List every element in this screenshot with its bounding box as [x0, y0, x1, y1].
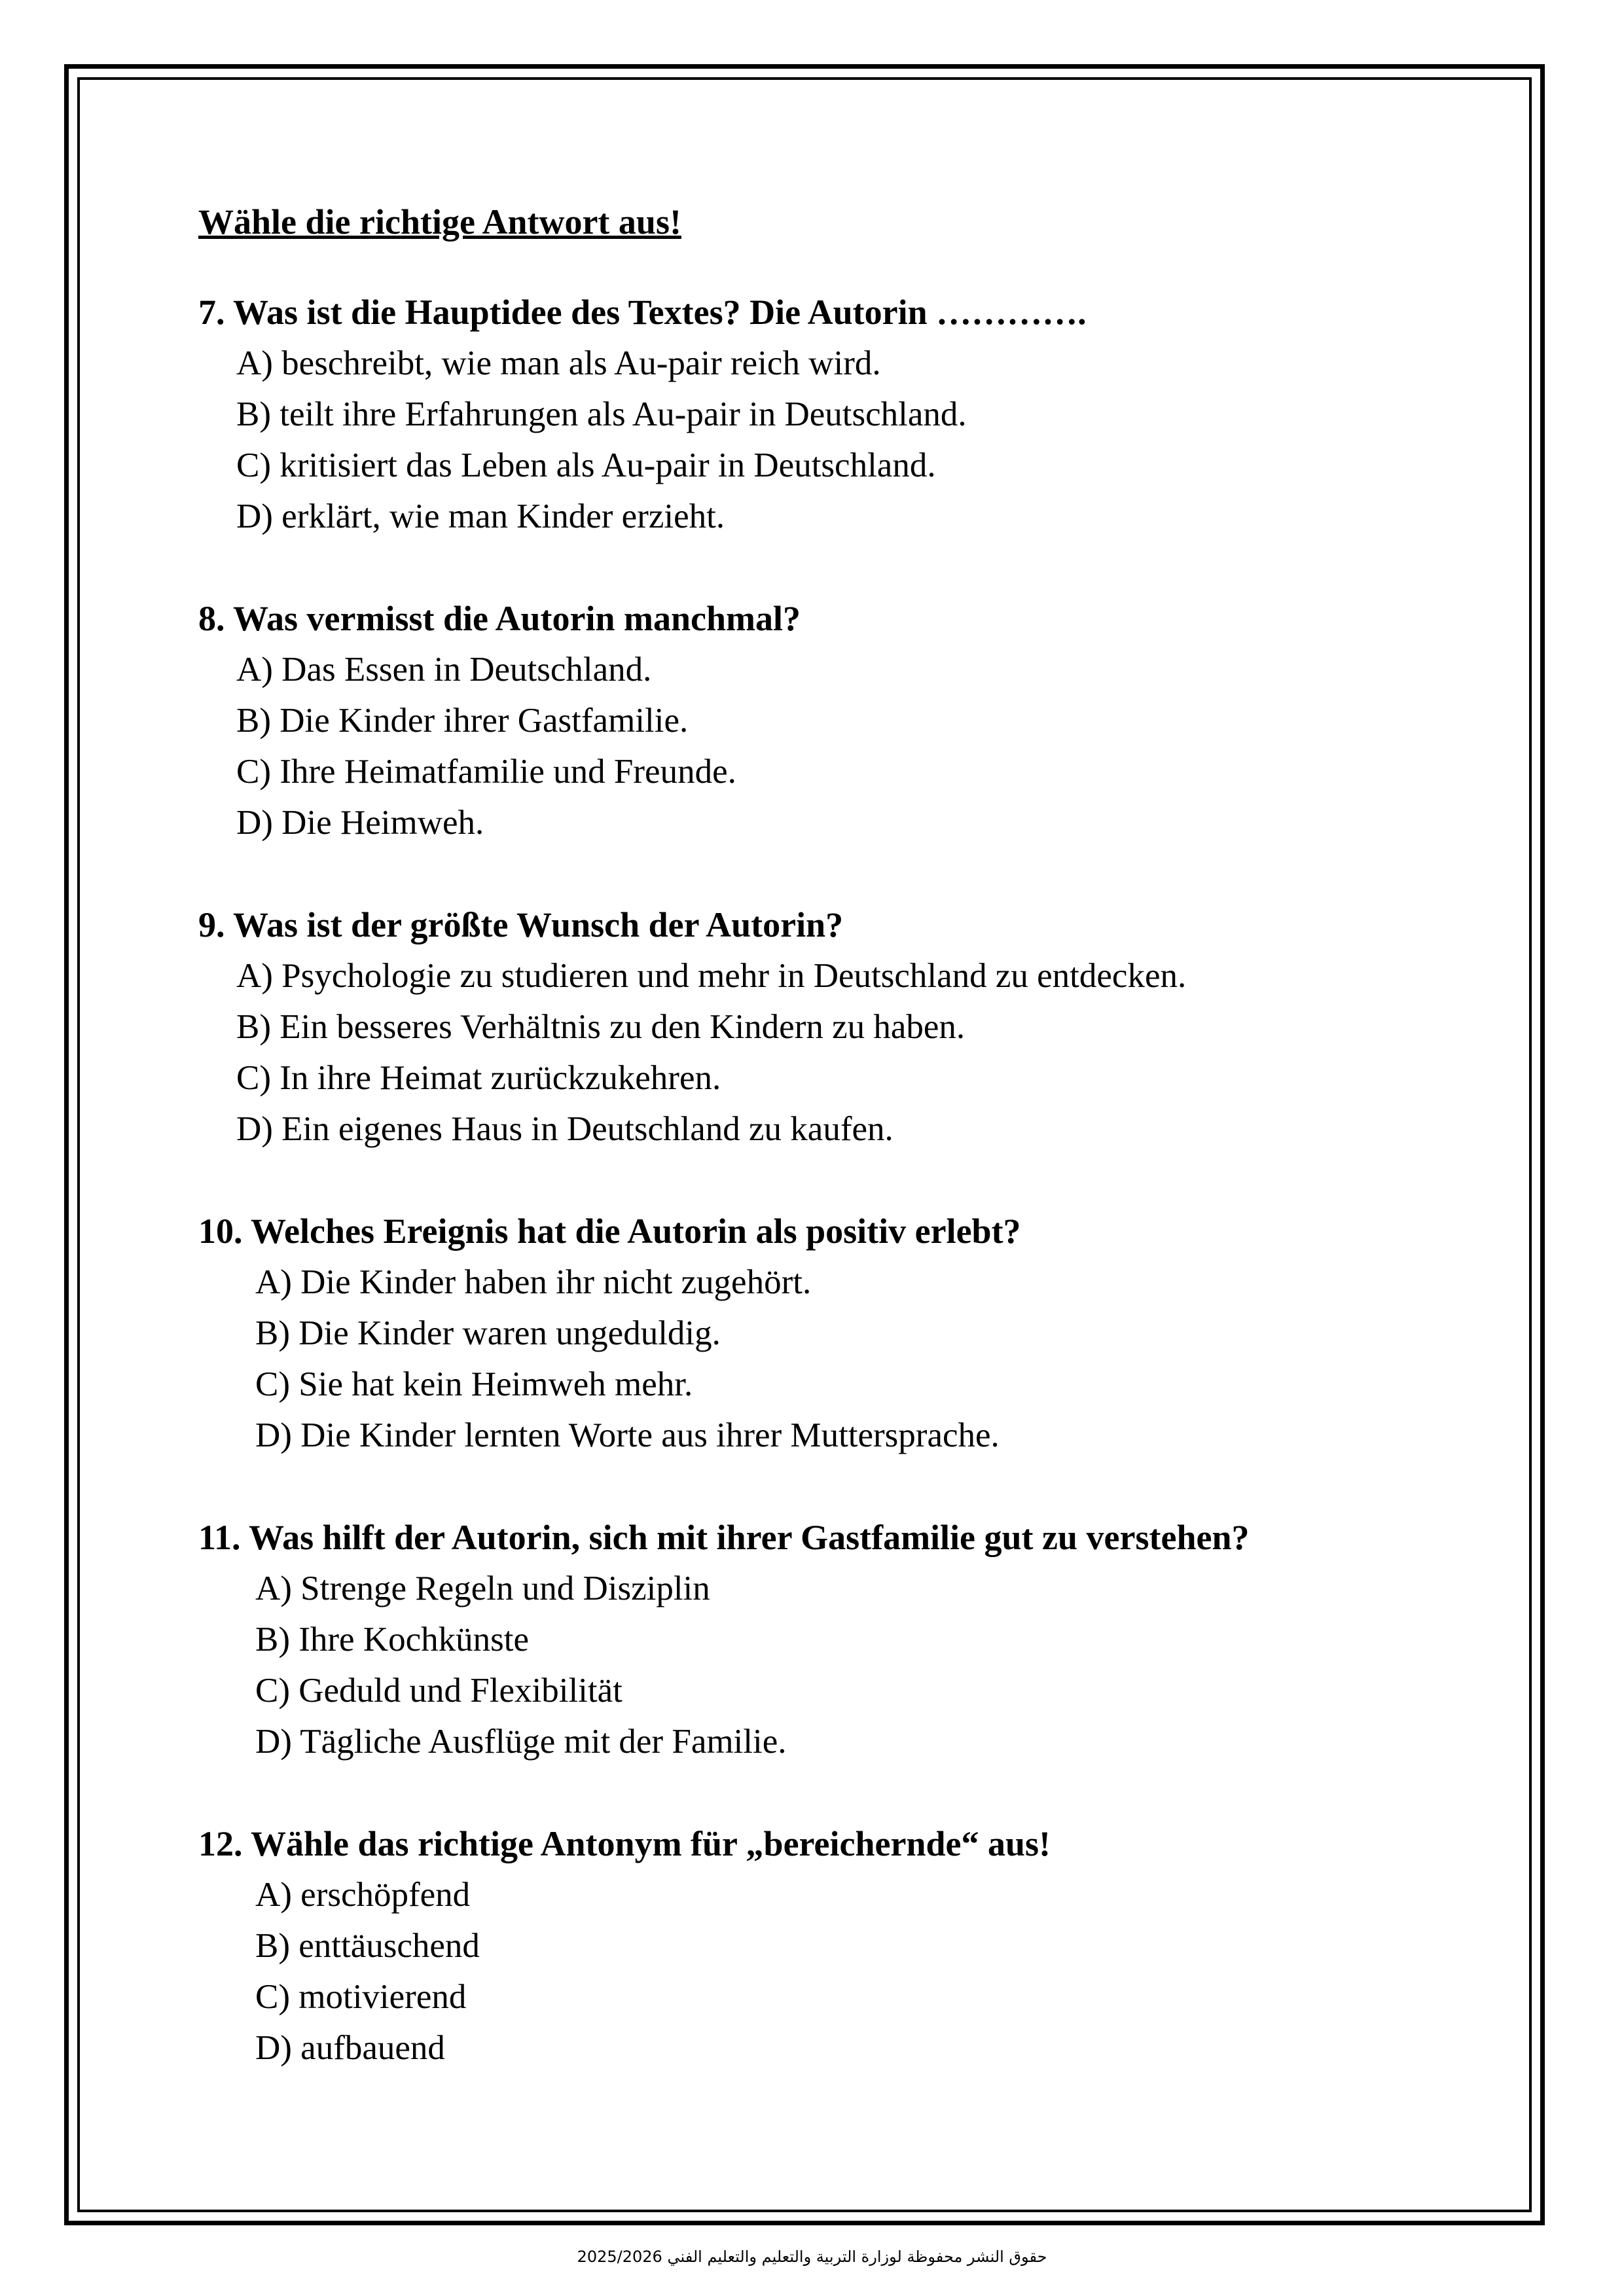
answer-options — [198, 950, 1475, 1155]
question-title: 11. Was hilft der Autorin, sich mit ihrer Gastfamilie gut zu verstehen? — [198, 1518, 1250, 1557]
answer-option[interactable]: A) Das Essen in Deutschland. — [236, 651, 652, 689]
question-12 — [198, 1818, 1475, 2073]
answer-option[interactable]: C) motivierend — [255, 1978, 467, 2016]
answer-option[interactable]: C) Sie hat kein Heimweh mehr. — [255, 1365, 693, 1403]
answer-option[interactable]: D) aufbauend — [255, 2029, 445, 2067]
answer-options — [198, 338, 1475, 542]
answer-option[interactable]: C) Ihre Heimatfamilie und Freunde. — [236, 753, 736, 791]
instruction-heading: Wähle die richtige Antwort aus! — [198, 202, 681, 242]
answer-option[interactable]: D) erklärt, wie man Kinder erzieht. — [236, 497, 725, 535]
answer-option[interactable]: A) Die Kinder haben ihr nicht zugehört. — [255, 1263, 812, 1301]
answer-option[interactable]: A) Psychologie zu studieren und mehr in Deutschland zu entdecken. — [236, 957, 1187, 995]
question-title: 8. Was vermisst die Autorin manchmal? — [198, 599, 801, 638]
question-title: 12. Wähle das richtige Antonym für „bereichernde“ aus! — [198, 1824, 1051, 1863]
answer-options — [198, 644, 1475, 848]
answer-option[interactable]: D) Tägliche Ausflüge mit der Familie. — [255, 1723, 787, 1761]
answer-option[interactable]: C) kritisiert das Leben als Au-pair in Deutschland. — [236, 446, 936, 484]
answer-options — [198, 1563, 1475, 1767]
answer-option[interactable]: B) enttäuschend — [255, 1927, 480, 1965]
question-title: 10. Welches Ereignis hat die Autorin als positiv erlebt? — [198, 1211, 1021, 1251]
copyright-footer: حقوق النشر محفوظة لوزارة التربية والتعليم والتعليم الفني 2025/2026 — [577, 2248, 1047, 2266]
question-11 — [198, 1512, 1475, 1767]
question-8 — [198, 593, 1475, 848]
answer-option[interactable]: A) beschreibt, wie man als Au-pair reich wird. — [236, 344, 881, 382]
answer-option[interactable]: C) In ihre Heimat zurückzukehren. — [236, 1059, 721, 1097]
question-title: 9. Was ist der größte Wunsch der Autorin? — [198, 905, 844, 944]
answer-option[interactable]: C) Geduld und Flexibilität — [255, 1672, 623, 1710]
answer-option[interactable]: D) Ein eigenes Haus in Deutschland zu kaufen. — [236, 1110, 893, 1148]
question-7 — [198, 287, 1475, 542]
answer-option[interactable]: A) Strenge Regeln und Disziplin — [255, 1570, 710, 1607]
answer-option[interactable]: B) Ihre Kochkünste — [255, 1621, 529, 1659]
answer-option[interactable]: A) erschöpfend — [255, 1876, 471, 1914]
question-10 — [198, 1206, 1475, 1461]
answer-option[interactable]: B) Ein besseres Verhältnis zu den Kindern zu haben. — [236, 1008, 965, 1046]
worksheet-content — [198, 196, 1475, 2125]
answer-option[interactable]: B) teilt ihre Erfahrungen als Au-pair in Deutschland. — [236, 395, 967, 433]
answer-options — [198, 1257, 1475, 1461]
answer-option[interactable]: D) Die Heimweh. — [236, 804, 484, 842]
answer-option[interactable]: D) Die Kinder lernten Worte aus ihrer Muttersprache. — [255, 1416, 1000, 1454]
answer-option[interactable]: B) Die Kinder ihrer Gastfamilie. — [236, 702, 689, 740]
answer-option[interactable]: B) Die Kinder waren ungeduldig. — [255, 1314, 721, 1352]
question-9 — [198, 899, 1475, 1155]
answer-options — [198, 1869, 1475, 2073]
question-title: 7. Was ist die Hauptidee des Textes? Die Autorin …………. — [198, 293, 1087, 332]
